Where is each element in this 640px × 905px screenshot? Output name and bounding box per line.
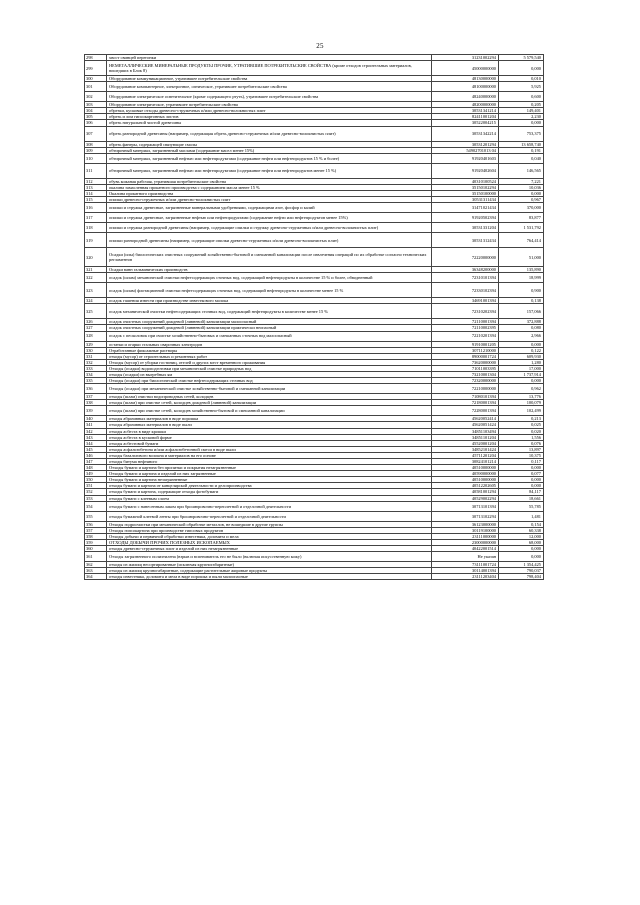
amount-cell: 370,000 — [499, 203, 544, 213]
waste-name-cell: Отходы (осадки) при механической очистке хозяйственно-бытовой и смешанной канализации — [107, 384, 432, 394]
table-row — [85, 511, 544, 521]
waste-code-cell: 72180001394 — [432, 400, 499, 406]
amount-cell: 609,930 — [499, 353, 544, 359]
page-number: 25 — [316, 42, 324, 50]
waste-code-cell: 34852101424 — [432, 446, 499, 452]
amount-cell: 0,000 — [499, 465, 544, 471]
amount-cell: 1,556 — [499, 434, 544, 440]
waste-name-cell: отходы бумаги и картона от канцелярской деятельности и делопроизводства — [107, 483, 432, 489]
waste-code-cell: 30531311434 — [432, 197, 499, 203]
waste-code-cell: 45620052414 — [432, 416, 499, 422]
row-number-cell: 326 — [85, 319, 107, 325]
table-row — [85, 304, 544, 319]
row-number-cell: 308 — [85, 141, 107, 147]
waste-code-cell: 30713101394 — [432, 501, 499, 511]
waste-code-cell: 40529002294 — [432, 495, 499, 501]
row-number-cell: 321 — [85, 267, 107, 273]
waste-code-cell: 40581001294 — [432, 489, 499, 495]
waste-name-cell: отходы бумаги с нанесенным лаком при брошюровочно-переплетной и отделочной деятельности — [107, 501, 432, 511]
waste-code-cell: 23111000000 — [432, 533, 499, 539]
amount-cell: 0,020 — [499, 428, 544, 434]
waste-name-cell: Отходы добычи и первичной обработки известняка, доломита и мела — [107, 533, 432, 539]
waste-name-cell: Оборудование электрическое, утратившее потребительские свойства — [107, 102, 432, 108]
amount-cell: 0,000 — [499, 477, 544, 483]
waste-code-cell: 34851103494 — [432, 428, 499, 434]
waste-name-cell: отходы (шлам) очистки водопроводных сетей, колодцев — [107, 394, 432, 400]
waste-name-cell: опилки и стружка разнородной древесины (например, содержащие опилки и стружку древесно-стружечных и/или древесно-волокнистых плит) — [107, 223, 432, 233]
amount-cell: 764,414 — [499, 233, 544, 248]
row-number-cell: 348 — [85, 465, 107, 471]
waste-name-cell: отходы (шлам) при очистке сетей, колодцев дождевой (ливневой) канализации — [107, 400, 432, 406]
amount-cell: 5 579,540 — [499, 55, 544, 61]
waste-name-cell: Отходы бумаги и картона незагрязненные — [107, 477, 432, 483]
waste-name-cell: обтирочный материал, загрязненный нефтью или нефтепродуктами (содержание нефти или нефтепродуктов менее 15 %) — [107, 163, 432, 178]
table-row — [85, 273, 544, 283]
amount-cell: 0,040 — [499, 153, 544, 163]
waste-table-body — [85, 55, 544, 580]
amount-cell: 1,280 — [499, 359, 544, 365]
amount-cell: 0,967 — [499, 197, 544, 203]
row-number-cell: 317 — [85, 213, 107, 223]
waste-code-cell: 30531341214 — [432, 108, 499, 114]
row-number-cell: 315 — [85, 197, 107, 203]
row-number-cell: 359 — [85, 539, 107, 545]
table-row — [85, 574, 544, 580]
amount-cell: 0,900 — [499, 283, 544, 298]
waste-name-cell: хвост свинцей перегонки — [107, 55, 432, 61]
waste-name-cell: осадок механической очистки нефтесодержащих сточных вод, содержащий нефтепродукты в количестве менее 15 % — [107, 304, 432, 319]
row-number-cell: 344 — [85, 440, 107, 446]
row-number-cell: 342 — [85, 428, 107, 434]
waste-name-cell: Отходы (осадки) водоподготовки при механической очистке природных вод — [107, 365, 432, 371]
row-number-cell: 355 — [85, 511, 107, 521]
amount-cell: 5,925 — [499, 82, 544, 92]
amount-cell: 0,000 — [499, 378, 544, 384]
waste-code-cell: 48130000000 — [432, 76, 499, 82]
row-number-cell: 364 — [85, 574, 107, 580]
amount-cell: 2,230 — [499, 114, 544, 120]
table-row — [85, 248, 544, 267]
row-number-cell: 319 — [85, 233, 107, 248]
amount-cell: 0,010 — [499, 76, 544, 82]
table-row — [85, 82, 544, 92]
amount-cell: 10,375 — [499, 452, 544, 458]
waste-code-cell: 72210201394 — [432, 331, 499, 341]
waste-name-cell: осадок (шлам) механической очистки нефтесодержащих сточных вод, содержащий нефтепродукты в количестве 15 % и более, обводненный — [107, 273, 432, 283]
waste-name-cell: ОТХОДЫ ДОБЫЧИ ПРОЧИХ ПОЛЕЗНЫХ ИСКОПАЕМЫХ — [107, 539, 432, 545]
waste-name-cell: осадок (шлам) флотационной очистки нефтесодержащих сточных вод, содержащий нефтепродукты в количестве менее 15 % — [107, 283, 432, 298]
waste-name-cell: обтирочный материал, загрязненный маслами (содержание масел менее 15%) — [107, 147, 432, 153]
waste-name-cell: отходы из жилищ крупногабаритные, содержащие растительные жировые продукты — [107, 568, 432, 574]
waste-code-cell: 48200000000 — [432, 102, 499, 108]
table-row — [85, 552, 544, 562]
waste-code-cell: 91910001205 — [432, 341, 499, 347]
waste-code-cell: 72220000000 — [432, 248, 499, 267]
waste-code-cell: 30531312434 — [432, 233, 499, 248]
amount-cell: 51,000 — [499, 248, 544, 267]
amount-cell: 2,966 — [499, 331, 544, 341]
row-number-cell: 313 — [85, 184, 107, 190]
waste-code-cell: 35150100000 — [432, 190, 499, 196]
waste-code-cell: 40510000000 — [432, 465, 499, 471]
waste-table — [84, 54, 544, 580]
amount-cell: 753,375 — [499, 126, 544, 141]
row-number-cell: 346 — [85, 452, 107, 458]
amount-cell: 10,036 — [499, 184, 544, 190]
waste-name-cell: осадок очистных сооружений дождевой (ливневой) канализации практически неопасный — [107, 325, 432, 331]
waste-name-cell: отходы древесно-стружечных плит и изделий из них незагрязненные — [107, 546, 432, 552]
amount-cell: 0,025 — [499, 422, 544, 428]
amount-cell: 135,890 — [499, 267, 544, 273]
row-number-cell: 324 — [85, 298, 107, 304]
waste-code-cell: 91920402604 — [432, 163, 499, 178]
waste-code-cell: 40590000000 — [432, 471, 499, 477]
waste-code-cell: 30114001394 — [432, 568, 499, 574]
waste-code-cell: 54902701013 04 — [432, 147, 499, 153]
row-number-cell: 357 — [85, 527, 107, 533]
row-number-cell: 343 — [85, 434, 107, 440]
amount-cell: 1 354,425 — [499, 562, 544, 568]
amount-cell: 0,600 — [499, 92, 544, 102]
waste-code-cell: 89000001724 — [432, 353, 499, 359]
amount-cell: 0,962 — [499, 384, 544, 394]
waste-name-cell: отходы битума нефтяного — [107, 459, 432, 465]
waste-code-cell: Не указан — [432, 552, 499, 562]
waste-code-cell: 71080101394 — [432, 394, 499, 400]
waste-name-cell: Отработанные фиксажные растворы — [107, 347, 432, 353]
row-number-cell: 358 — [85, 533, 107, 539]
waste-name-cell: Отходы (осадки) при биологической очистке нефтесодержащих сточных вод — [107, 378, 432, 384]
waste-code-cell: 40512202605 — [432, 483, 499, 489]
waste-name-cell: опилки древесно-стружечных и/или древесно-волокнистых плит — [107, 197, 432, 203]
waste-name-cell: отходы (шлам) при очистке сетей, колодцев хозяйственно-бытовой и смешанной канализации — [107, 406, 432, 416]
waste-name-cell: Отходы (мусор) от уборки гостиниц, отелей и других мест временного проживания — [107, 359, 432, 365]
waste-code-cell: 45000000000 — [432, 61, 499, 76]
waste-name-cell: НЕМЕТАЛЛИЧЕСКИЕ МИНЕРАЛЬНЫЕ ПРОДУКТЫ ПРОЧИЕ, УТРАТИВШИЕ ПОТРЕБИТЕЛЬСКИЕ СВОЙСТВА (кроме отходов строительных материалов, вошедших в Блок 8) — [107, 61, 432, 76]
waste-code-cell: 72320000000 — [432, 378, 499, 384]
row-number-cell: 306 — [85, 120, 107, 126]
row-number-cell: 347 — [85, 459, 107, 465]
waste-code-cell: 72310101394 — [432, 273, 499, 283]
amount-cell: 55,785 — [499, 501, 544, 511]
waste-name-cell: отходы асбеста в кусковой форме — [107, 434, 432, 440]
waste-code-cell: 30531342214 — [432, 126, 499, 141]
row-number-cell: 302 — [85, 92, 107, 102]
waste-name-cell: обрезь разнородной древесины (например, содержащая обрезь древесно-стружечных и/или древесно-волокнистых плит) — [107, 126, 432, 141]
waste-code-cell: 30713102294 — [432, 511, 499, 521]
amount-cell: 18,661 — [499, 495, 544, 501]
amount-cell: 0,191 — [499, 147, 544, 153]
amount-cell: 0,000 — [499, 190, 544, 196]
waste-name-cell: обтирочный материал, загрязненный нефтью или нефтепродуктами (содержание нефти или нефтепродуктов 15 % и более) — [107, 153, 432, 163]
row-number-cell: 310 — [85, 153, 107, 163]
row-number-cell: 305 — [85, 114, 107, 120]
row-number-cell: 341 — [85, 422, 107, 428]
table-row — [85, 92, 544, 102]
row-number-cell: 362 — [85, 562, 107, 568]
amount-cell: 13,776 — [499, 394, 544, 400]
row-number-cell: 360 — [85, 546, 107, 552]
waste-code-cell: 91920401603 — [432, 153, 499, 163]
waste-code-cell: 48100000000 — [432, 82, 499, 92]
waste-code-cell: 72210000000 — [432, 384, 499, 394]
amount-cell: 18,999 — [499, 273, 544, 283]
row-number-cell: 320 — [85, 248, 107, 267]
waste-name-cell: отходы известняка, доломита и мела в виде порошка и пыли малоопасные — [107, 574, 432, 580]
row-number-cell: 327 — [85, 325, 107, 331]
amount-cell: 0,000 — [499, 552, 544, 562]
waste-code-cell: 36123000000 — [432, 521, 499, 527]
table-row — [85, 283, 544, 298]
amount-cell: 13 658,740 — [499, 141, 544, 147]
waste-code-cell: 72110001394 — [432, 319, 499, 325]
row-number-cell: 340 — [85, 416, 107, 422]
amount-cell: 1 737,914 — [499, 371, 544, 377]
waste-code-cell: 30531331204 — [432, 223, 499, 233]
amount-cell: 798,404 — [499, 574, 544, 580]
row-number-cell: 318 — [85, 223, 107, 233]
waste-code-cell: 30119100000 — [432, 527, 499, 533]
table-row — [85, 213, 544, 223]
waste-name-cell: осадок с песколовок при очистке хозяйственно-бытовых и смешанных сточных вод малоопасный — [107, 331, 432, 341]
row-number-cell: 349 — [85, 471, 107, 477]
waste-name-cell: отходы базальтового волокна и материалов на его основе — [107, 452, 432, 458]
waste-name-cell: опилки разнородной древесины (например, содержащие опилки древесно-стружечных и/или древесно-волокнистых плит) — [107, 233, 432, 248]
waste-code-cell: 72330102394 — [432, 283, 499, 298]
row-number-cell: 363 — [85, 568, 107, 574]
row-number-cell: 328 — [85, 331, 107, 341]
amount-cell: 84,117 — [499, 489, 544, 495]
waste-name-cell: отходы абразивных материалов в виде пыли — [107, 422, 432, 428]
row-number-cell: 356 — [85, 521, 107, 527]
amount-cell: 12,000 — [499, 533, 544, 539]
row-number-cell: 329 — [85, 341, 107, 347]
row-number-cell: 338 — [85, 400, 107, 406]
waste-name-cell: Окалина прокатного производства — [107, 190, 432, 196]
amount-cell: 0,205 — [499, 102, 544, 108]
waste-code-cell: 23111203404 — [432, 574, 499, 580]
row-number-cell: 325 — [85, 304, 107, 319]
waste-name-cell: Осадки (илы) биологических очистных сооружений хозяйственно-бытовой и смешанной канализации после извлечения операций по их обработке согласно технических регламентов — [107, 248, 432, 267]
waste-code-cell: 23000000000 — [432, 539, 499, 545]
amount-cell: 790,037 — [499, 568, 544, 574]
amount-cell: 0,077 — [499, 471, 544, 477]
amount-cell: 0,000 — [499, 341, 544, 347]
waste-name-cell: Отходы загрязненного полиэтилена (взрыв и вспениватель его не было (включая искусственную кожу) — [107, 552, 432, 562]
waste-name-cell: отходы асбеста в виде крошки — [107, 428, 432, 434]
waste-code-cell: 91920502394 — [432, 213, 499, 223]
amount-cell: 0,138 — [499, 298, 544, 304]
waste-code-cell: 73620000000 — [432, 359, 499, 365]
amount-cell: 102,499 — [499, 406, 544, 416]
row-number-cell: 332 — [85, 359, 107, 365]
waste-code-cell: 36348200000 — [432, 267, 499, 273]
table-row — [85, 61, 544, 76]
waste-code-cell: 48240000000 — [432, 92, 499, 102]
waste-name-cell: осадок очистных сооружений дождевой (ливневой) канализации малоопасный — [107, 319, 432, 325]
amount-cell: 68,000 — [499, 539, 544, 545]
row-number-cell: 336 — [85, 384, 107, 394]
waste-name-cell: окалина замасленная прокатного производства с содержанием масла менее 15 % — [107, 184, 432, 190]
table-row — [85, 233, 544, 248]
waste-code-cell: 34851101204 — [432, 434, 499, 440]
waste-name-cell: обрезь натуральной чистой древесины — [107, 120, 432, 126]
row-number-cell: 352 — [85, 489, 107, 495]
row-number-cell: 307 — [85, 126, 107, 141]
row-number-cell: 322 — [85, 273, 107, 283]
waste-name-cell: опилки и стружка древесные, загрязненные нефтью или нефтепродуктами (содержание нефти или нефтепродуктов менее 15%) — [107, 213, 432, 223]
amount-cell: 146,565 — [499, 163, 544, 178]
row-number-cell: 345 — [85, 446, 107, 452]
waste-name-cell: опилки и стружка древесные, загрязненные минеральными удобрениями, содержащими азот, фосфор и калий — [107, 203, 432, 213]
waste-code-cell: 45520001204 — [432, 440, 499, 446]
amount-cell: 1 531,792 — [499, 223, 544, 233]
amount-cell: 0,080 — [499, 325, 544, 331]
waste-code-cell: 72310202394 — [432, 304, 499, 319]
table-row — [85, 384, 544, 394]
table-row — [85, 223, 544, 233]
waste-code-cell: 72280001394 — [432, 406, 499, 416]
row-number-cell: 316 — [85, 203, 107, 213]
amount-cell: 7,221 — [499, 178, 544, 184]
row-number-cell: 351 — [85, 483, 107, 489]
row-number-cell: 353 — [85, 495, 107, 501]
waste-name-cell: обрезь и лом гипсокартонных листов — [107, 114, 432, 120]
waste-name-cell: Отходы бумаги и картона без пропитки и покрытия незагрязненные — [107, 465, 432, 471]
row-number-cell: 333 — [85, 365, 107, 371]
waste-name-cell: Отходы гипсокартона при производстве гипсовых продуктов — [107, 527, 432, 533]
amount-cell: 0,000 — [499, 120, 544, 126]
waste-code-cell: 31471021434 — [432, 203, 499, 213]
waste-name-cell: отходы бумаги и картона, содержащие отходы фотобумаги — [107, 489, 432, 495]
table-row — [85, 153, 544, 163]
amount-cell: 17,000 — [499, 365, 544, 371]
row-number-cell: 298 — [85, 55, 107, 61]
amount-cell: 149,401 — [499, 108, 544, 114]
row-number-cell: 301 — [85, 82, 107, 92]
row-number-cell: 311 — [85, 163, 107, 178]
waste-name-cell: Осадки ванн гальванических производств — [107, 267, 432, 273]
waste-name-cell: отходы асфальтобетона и/или асфальтобетонной смеси в виде пыли — [107, 446, 432, 452]
table-row — [85, 331, 544, 341]
waste-name-cell: остатки и огарки стальных сварочных электродов — [107, 341, 432, 347]
row-number-cell: 339 — [85, 406, 107, 416]
waste-code-cell: 82411001204 — [432, 114, 499, 120]
row-number-cell: 323 — [85, 283, 107, 298]
waste-code-cell: 71011003395 — [432, 365, 499, 371]
waste-code-cell: 40310100524 — [432, 178, 499, 184]
amount-cell: 0,154 — [499, 521, 544, 527]
row-number-cell: 354 — [85, 501, 107, 511]
waste-code-cell: 45620051424 — [432, 422, 499, 428]
row-number-cell: 312 — [85, 178, 107, 184]
row-number-cell: 299 — [85, 61, 107, 76]
waste-name-cell: обрезь фанеры, содержащей связующие смолы — [107, 141, 432, 147]
waste-name-cell: обрезки, кусковые отходы древесно-стружечных и/или древесно-волокнистых плит — [107, 108, 432, 114]
amount-cell: 60,338 — [499, 527, 544, 533]
amount-cell: 0,117 — [499, 459, 544, 465]
amount-cell: 0,000 — [499, 61, 544, 76]
waste-name-cell: обувь кожаная рабочая, утратившая потребительские свойства — [107, 178, 432, 184]
row-number-cell: 309 — [85, 147, 107, 153]
row-number-cell: 304 — [85, 108, 107, 114]
table-row — [85, 406, 544, 416]
amount-cell: 1,481 — [499, 511, 544, 521]
table-row — [85, 126, 544, 141]
waste-name-cell: отходы абразивных материалов в виде порошка — [107, 416, 432, 422]
row-number-cell: 335 — [85, 378, 107, 384]
table-row — [85, 501, 544, 511]
waste-name-cell: Оборудование компьютерное, электронное, оптическое, утратившее потребительские свойства — [107, 82, 432, 92]
waste-name-cell: Отходы гидроочистки при механической обработке металлов, не вошедшие в другие группы — [107, 521, 432, 527]
waste-name-cell: Отходы бумаги и картона и изделий из них загрязненные — [107, 471, 432, 477]
table-row — [85, 163, 544, 178]
waste-name-cell: отходы из жилищ несортированные (исключая крупногабаритные) — [107, 562, 432, 568]
row-number-cell: 314 — [85, 190, 107, 196]
row-number-cell: 337 — [85, 394, 107, 400]
row-number-cell: 334 — [85, 371, 107, 377]
amount-cell: 0,000 — [499, 483, 544, 489]
waste-name-cell: осадок гашения извести при производстве известкового молока — [107, 298, 432, 304]
amount-cell: 157,066 — [499, 304, 544, 319]
waste-code-cell: 73111001724 — [432, 562, 499, 568]
row-number-cell: 303 — [85, 102, 107, 108]
waste-code-cell: 40422001514 — [432, 546, 499, 552]
waste-code-cell: 72110002395 — [432, 325, 499, 331]
row-number-cell: 361 — [85, 552, 107, 562]
waste-code-cell: 40510000000 — [432, 477, 499, 483]
amount-cell: 0,122 — [499, 347, 544, 353]
amount-cell: 83,877 — [499, 213, 544, 223]
amount-cell: 372,888 — [499, 319, 544, 325]
row-number-cell: 300 — [85, 76, 107, 82]
waste-name-cell: отходы (мусор) от строительных и ремонтных работ — [107, 353, 432, 359]
amount-cell: 0,213 — [499, 416, 544, 422]
waste-code-cell: 35150102294 — [432, 184, 499, 190]
waste-code-cell: 34691001394 — [432, 298, 499, 304]
waste-name-cell: отходы бумажной клеевой ленты при брошюровочно-переплетной и отделочной деятельности — [107, 511, 432, 521]
waste-code-cell: 30711210000 — [432, 347, 499, 353]
row-number-cell: 330 — [85, 347, 107, 353]
row-number-cell: 350 — [85, 477, 107, 483]
row-number-cell: 331 — [85, 353, 107, 359]
table-row — [85, 203, 544, 213]
waste-name-cell: отходы (осадки) из выгребных ям — [107, 371, 432, 377]
amount-cell: 13,897 — [499, 446, 544, 452]
waste-code-cell: 30522004215 — [432, 120, 499, 126]
waste-name-cell: Оборудование коммуникационное, утратившее потребительские свойства — [107, 76, 432, 82]
waste-code-cell: 31231002294 — [432, 55, 499, 61]
waste-code-cell: 73210001304 — [432, 371, 499, 377]
amount-cell: 0,076 — [499, 440, 544, 446]
waste-code-cell: 30824101214 — [432, 459, 499, 465]
waste-name-cell: отходы бумаги с клеевым слоем — [107, 495, 432, 501]
amount-cell: 100,079 — [499, 400, 544, 406]
waste-name-cell: Оборудование электрическое осветительное (кроме содержащего ртуть), утратившее потребительские свойства — [107, 92, 432, 102]
waste-code-cell: 30531201294 — [432, 141, 499, 147]
waste-name-cell: отходы асбестовой бумаги — [107, 440, 432, 446]
waste-code-cell: 45711201204 — [432, 452, 499, 458]
amount-cell: 0,000 — [499, 546, 544, 552]
